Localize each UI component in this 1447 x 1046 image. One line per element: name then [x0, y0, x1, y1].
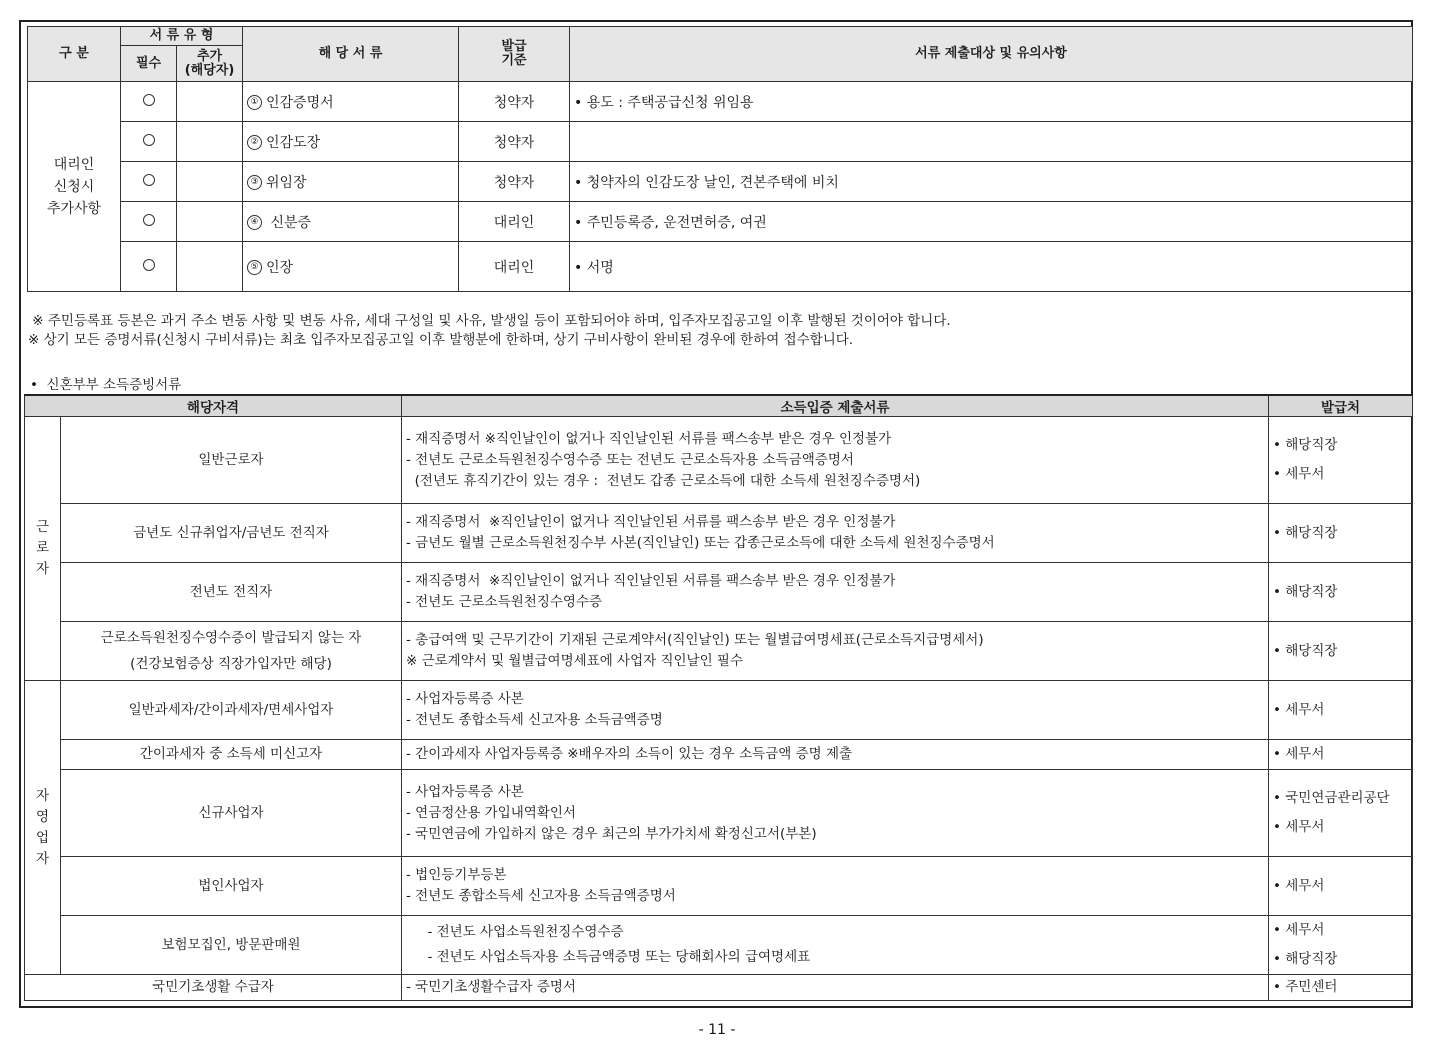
circled-number: ①: [247, 95, 262, 110]
circle-mark-icon: [143, 174, 155, 186]
group-worker: 근 로 자: [25, 417, 61, 681]
issue-basis: 청약자: [459, 82, 570, 122]
qualification-cell: 간이과세자 중 소득세 미신고자: [61, 740, 402, 770]
header-notes: 서류 제출대상 및 유의사항: [570, 27, 1413, 82]
qualification-cell: 신규사업자: [61, 770, 402, 857]
additional-cell: [177, 202, 243, 242]
qualification-cell: 근로소득원천징수영수증이 발급되지 않는 자 (건강보험증상 직장가입자만 해당): [61, 622, 402, 681]
documents-cell: - 간이과세자 사업자등록증 ※배우자의 소득이 있는 경우 소득금액 증명 제출: [402, 740, 1269, 770]
documents-cell: - 재직증명서 ※직인날인이 없거나 직인날인된 서류를 팩스송부 받은 경우 인정불가 - 전년도 근로소득원천징수영수증: [402, 563, 1269, 622]
issuer-cell: • 세무서 • 해당직장: [1269, 916, 1413, 975]
document-name: ③ 위임장: [243, 162, 459, 202]
header-issue-basis: 발급 기준: [459, 27, 570, 82]
header-doc-type: 서 류 유 형: [121, 27, 243, 46]
documents-cell: - 총급여액 및 근무기간이 기재된 근로계약서(직인날인) 또는 월별급여명세표(근로소득지급명세서) ※ 근로계약서 및 월별급여명세표에 사업자 직인날인 필수: [402, 622, 1269, 681]
issue-basis: 청약자: [459, 162, 570, 202]
issuer-cell: • 주민센터: [1269, 975, 1413, 1001]
header-documents: 소득입증 제출서류: [402, 395, 1269, 417]
note-cell: • 청약자의 인감도장 날인, 견본주택에 비치: [570, 162, 1413, 202]
section-title: • 신혼부부 소득증빙서류: [30, 377, 182, 393]
notes-block: [28, 312, 1408, 350]
document-name: ② 인감도장: [243, 122, 459, 162]
circle-mark-icon: [143, 134, 155, 146]
note-line: ※ 주민등록표 등본은 과거 주소 변동 사항 및 변동 사유, 세대 구성일 및 사유, 발생일 등이 포함되어야 하며, 입주자모집공고일 이후 발행된 것이어야 합니다.: [28, 313, 951, 329]
qualification-cell: 보험모집인, 방문판매원: [61, 916, 402, 975]
note-cell: • 용도 : 주택공급신청 위임용: [570, 82, 1413, 122]
header-required: 필수: [121, 46, 177, 82]
additional-cell: [177, 122, 243, 162]
issuer-cell: • 해당직장: [1269, 504, 1413, 563]
document-name: ④ 신분증: [243, 202, 459, 242]
income-proof-table: [24, 394, 1413, 1001]
qualification-cell: 금년도 신규취업자/금년도 전직자: [61, 504, 402, 563]
circle-mark-icon: [143, 214, 155, 226]
issuer-cell: • 국민연금관리공단 • 세무서: [1269, 770, 1413, 857]
header-category: 구 분: [28, 27, 121, 82]
required-mark: [121, 122, 177, 162]
page-number: - 11 -: [698, 1022, 736, 1038]
category-proxy: 대리인 신청시 추가사항: [28, 82, 121, 292]
note-cell: • 서명: [570, 242, 1413, 292]
issuer-cell: • 해당직장 • 세무서: [1269, 417, 1413, 504]
additional-cell: [177, 82, 243, 122]
qualification-cell: 법인사업자: [61, 857, 402, 916]
qualification-cell: 일반과세자/간이과세자/면세사업자: [61, 681, 402, 740]
issuer-cell: • 세무서: [1269, 681, 1413, 740]
documents-cell: - 국민기초생활수급자 증명서: [402, 975, 1269, 1001]
header-qualification: 해당자격: [25, 395, 402, 417]
header-additional: 추가 (해당자): [177, 46, 243, 82]
document-name: ① 인감증명서: [243, 82, 459, 122]
issuer-cell: • 해당직장: [1269, 622, 1413, 681]
group-self-employed: 자 영 업 자: [25, 681, 61, 975]
circled-number: ⑤: [247, 260, 262, 275]
documents-cell: - 법인등기부등본 - 전년도 종합소득세 신고자용 소득금액증명서: [402, 857, 1269, 916]
issuer-cell: • 세무서: [1269, 857, 1413, 916]
issuer-cell: • 해당직장: [1269, 563, 1413, 622]
header-issuer: 발급처: [1269, 395, 1413, 417]
proxy-documents-table: [27, 26, 1413, 292]
documents-cell: - 사업자등록증 사본 - 전년도 종합소득세 신고자용 소득금액증명: [402, 681, 1269, 740]
note-line: ※ 상기 모든 증명서류(신청시 구비서류)는 최초 입주자모집공고일 이후 발행분에 한하며, 상기 구비사항이 완비된 경우에 한하여 접수합니다.: [28, 332, 854, 348]
required-mark: [121, 82, 177, 122]
document-name: ⑤ 인장: [243, 242, 459, 292]
issue-basis: 청약자: [459, 122, 570, 162]
circle-mark-icon: [143, 94, 155, 106]
header-document: 해 당 서 류: [243, 27, 459, 82]
documents-cell: - 재직증명서 ※직인날인이 없거나 직인날인된 서류를 팩스송부 받은 경우 인정불가 - 전년도 근로소득원천징수영수증 또는 전년도 근로소득자용 소득금액증명서 (전년도 휴직기간이 있는 경우 : 전년도 갑종 근로소득에 대한 소득세 원천징수증명서): [402, 417, 1269, 504]
circled-number: ③: [247, 175, 262, 190]
documents-cell: - 사업자등록증 사본 - 연금정산용 가입내역확인서 - 국민연금에 가입하지 않은 경우 최근의 부가가치세 확정신고서(부본): [402, 770, 1269, 857]
issuer-cell: • 세무서: [1269, 740, 1413, 770]
qualification-cell: 전년도 전직자: [61, 563, 402, 622]
additional-cell: [177, 242, 243, 292]
note-cell: • 주민등록증, 운전면허증, 여권: [570, 202, 1413, 242]
issue-basis: 대리인: [459, 242, 570, 292]
qualification-cell: 국민기초생활 수급자: [25, 975, 402, 1001]
note-cell: [570, 122, 1413, 162]
required-mark: [121, 202, 177, 242]
additional-cell: [177, 162, 243, 202]
circle-mark-icon: [143, 259, 155, 271]
required-mark: [121, 162, 177, 202]
issue-basis: 대리인: [459, 202, 570, 242]
documents-cell: - 재직증명서 ※직인날인이 없거나 직인날인된 서류를 팩스송부 받은 경우 인정불가 - 금년도 월별 근로소득원천징수부 사본(직인날인) 또는 갑종근로소득에 대한 소득세 원천징수증명서: [402, 504, 1269, 563]
circled-number: ④: [247, 215, 262, 230]
circled-number: ②: [247, 135, 262, 150]
documents-cell: - 전년도 사업소득원천징수영수증 - 전년도 사업소득자용 소득금액증명 또는 당해회사의 급여명세표: [402, 916, 1269, 975]
required-mark: [121, 242, 177, 292]
qualification-cell: 일반근로자: [61, 417, 402, 504]
